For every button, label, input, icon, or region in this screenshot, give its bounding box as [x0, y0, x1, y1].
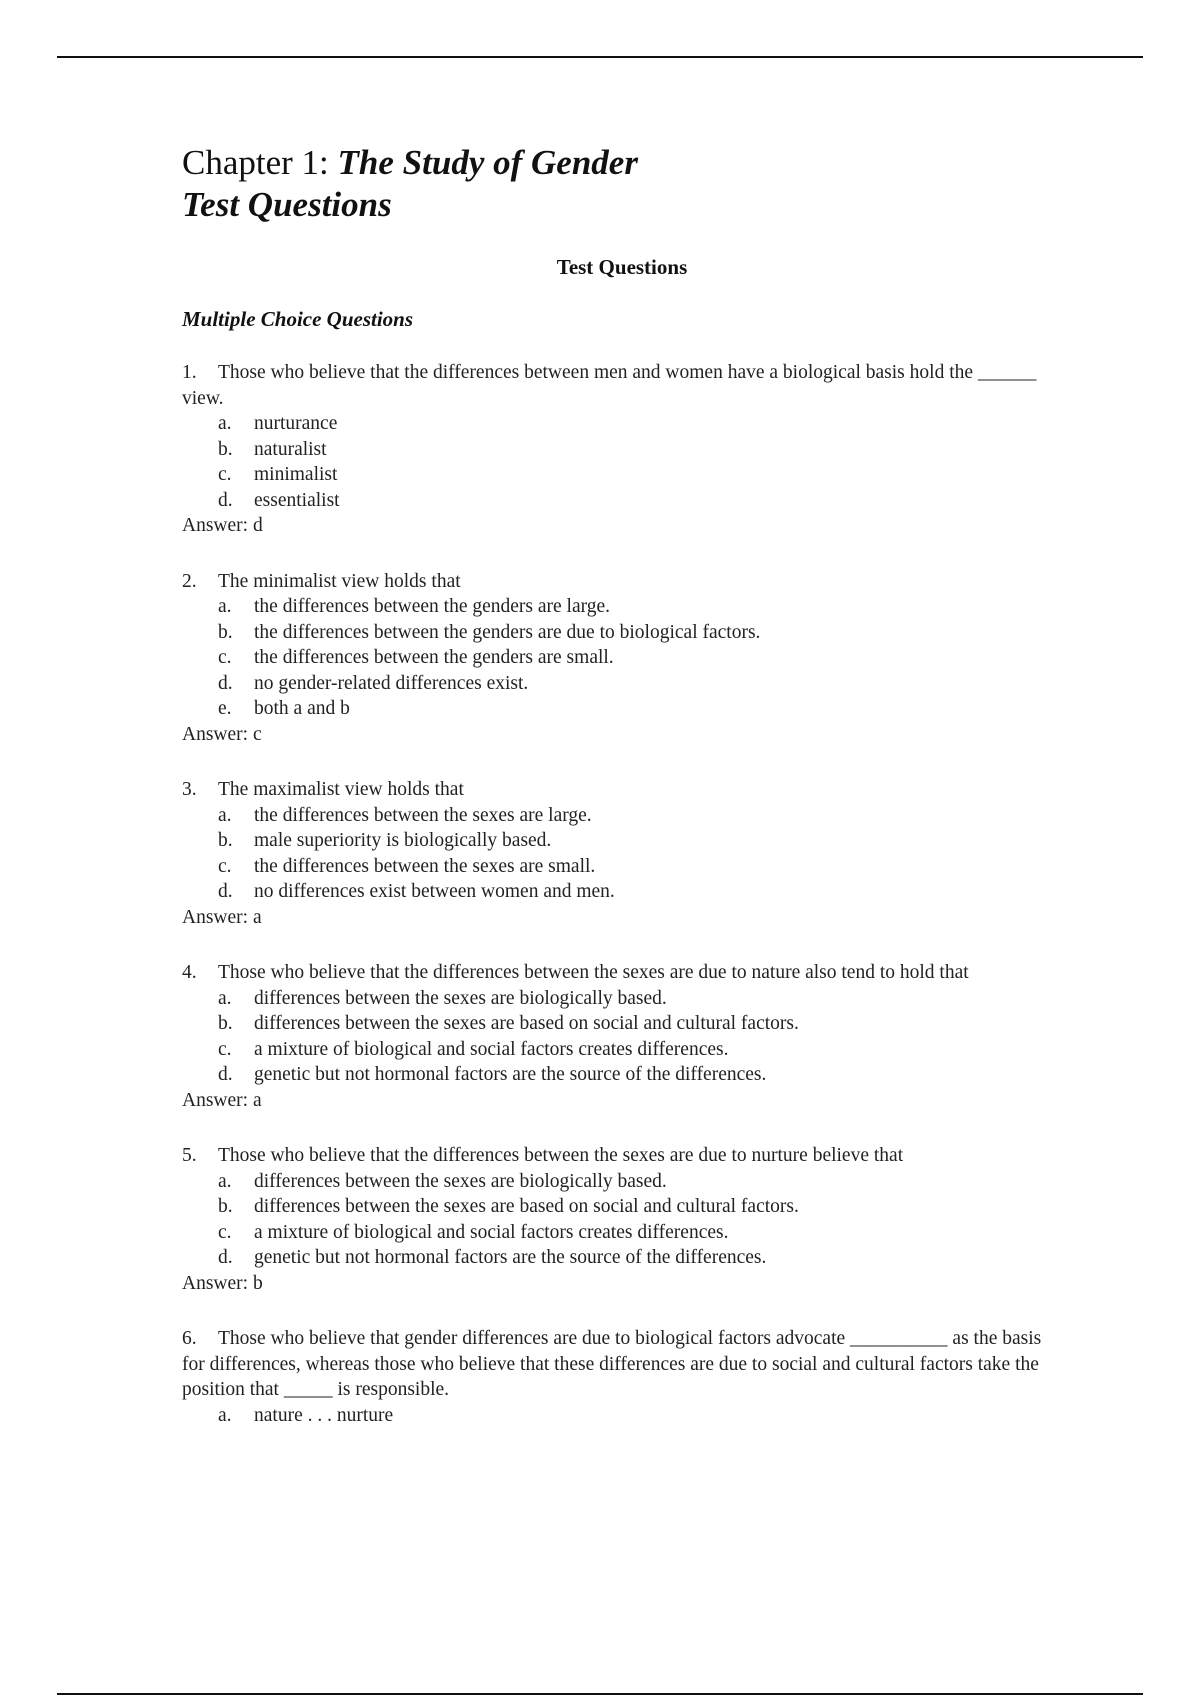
answer-option: [218, 645, 1062, 671]
question-text-line: [182, 1326, 1062, 1403]
question-text: Those who believe that the differences between the sexes are due to nurture believe that: [218, 1145, 904, 1166]
question-item: [182, 960, 1062, 1113]
option-text: minimalist: [254, 464, 338, 485]
answer-option: [218, 437, 1062, 463]
answer-option: [218, 1194, 1062, 1220]
question-item: [182, 1326, 1062, 1428]
option-text: nature . . . nurture: [254, 1404, 394, 1426]
option-letter: a.: [218, 596, 232, 617]
section-heading: Multiple Choice Questions: [182, 307, 414, 331]
option-letter: d.: [218, 672, 233, 694]
answer-option: [218, 854, 1062, 880]
option-text: differences between the sexes are based on social and cultural factors.: [254, 1013, 799, 1034]
question-number: 3.: [182, 779, 197, 800]
answer-key: Answer: a: [182, 1089, 262, 1111]
question-item: [182, 569, 1062, 748]
answer-option: [218, 803, 1062, 829]
question-text-line: [182, 777, 1062, 803]
option-text: naturalist: [254, 438, 327, 460]
option-letter: b.: [218, 621, 233, 643]
answer-option: [218, 620, 1062, 646]
question-text: Those who believe that the differences between the sexes are due to nature also tend to hold that: [218, 962, 969, 983]
chapter-title-emphasis: The Study of Gender: [337, 143, 638, 182]
chapter-title: [182, 142, 1062, 226]
answer-option: [218, 1037, 1062, 1063]
option-text: nurturance: [254, 413, 338, 434]
question-number: 1.: [182, 362, 197, 383]
test-questions-heading: Test Questions: [556, 255, 688, 279]
option-text: a mixture of biological and social factors creates differences.: [254, 1038, 729, 1060]
answer-option: [218, 1220, 1062, 1246]
answer-options: [182, 594, 1062, 722]
option-text: differences between the sexes are based on social and cultural factors.: [254, 1196, 799, 1217]
question-number: 2.: [182, 570, 197, 592]
option-text: genetic but not hormonal factors are the source of the differences.: [254, 1247, 767, 1268]
question-text: The minimalist view holds that: [218, 570, 461, 592]
answer-option: [218, 986, 1062, 1012]
option-text: the differences between the genders are small.: [254, 647, 614, 668]
option-text: the differences between the genders are large.: [254, 596, 611, 617]
answer-option: [218, 671, 1062, 697]
option-text: a mixture of biological and social factors creates differences.: [254, 1221, 729, 1243]
question-text: The maximalist view holds that: [218, 779, 464, 800]
chapter-subtitle: Test Questions: [182, 185, 392, 224]
top-rule: [57, 56, 1143, 58]
answer-options: [182, 1403, 1062, 1429]
answer-options: [182, 803, 1062, 905]
option-letter: c.: [218, 647, 232, 668]
question-text-line: [182, 360, 1062, 411]
answer-options: [182, 411, 1062, 513]
answer-options: [182, 986, 1062, 1088]
question-number: 4.: [182, 962, 197, 983]
answer-option: [218, 1169, 1062, 1195]
answer-option: [218, 1245, 1062, 1271]
answer-option: [218, 1011, 1062, 1037]
option-letter: c.: [218, 464, 232, 485]
answer-option: [218, 462, 1062, 488]
option-text: differences between the sexes are biologically based.: [254, 987, 667, 1009]
question-text-line: [182, 569, 1062, 595]
question-text: Those who believe that the differences between men and women have a biological basis hold the ______ view.: [182, 362, 1037, 409]
option-letter: c.: [218, 1038, 232, 1060]
option-letter: c.: [218, 855, 232, 877]
option-text: both a and b: [254, 698, 350, 719]
option-text: essentialist: [254, 489, 340, 511]
answer-option: [218, 1062, 1062, 1088]
option-text: male superiority is biologically based.: [254, 830, 552, 851]
option-letter: b.: [218, 1013, 233, 1034]
option-letter: d.: [218, 1064, 233, 1085]
answer-option: [218, 828, 1062, 854]
answer-option: [218, 1403, 1062, 1429]
question-text-line: [182, 1143, 1062, 1169]
option-letter: d.: [218, 489, 233, 511]
answer-key: Answer: b: [182, 1272, 263, 1294]
question-item: [182, 360, 1062, 539]
question-text-line: [182, 960, 1062, 986]
option-letter: a.: [218, 804, 232, 826]
option-text: the differences between the genders are due to biological factors.: [254, 621, 761, 643]
answer-key: Answer: d: [182, 515, 263, 536]
question-text: Those who believe that gender differences are due to biological factors advocate __________ as the basis for differences, whereas those who believe that these differences are due to social and cultural factors take the position that _____ is responsible.: [182, 1328, 1042, 1400]
answer-key: Answer: c: [182, 723, 262, 745]
option-text: differences between the sexes are biologically based.: [254, 1170, 667, 1192]
option-letter: e.: [218, 698, 232, 719]
answer-key: Answer: a: [182, 906, 262, 928]
option-text: no differences exist between women and men.: [254, 881, 615, 902]
question-number: 6.: [182, 1328, 197, 1349]
option-letter: b.: [218, 830, 233, 851]
document-body: [182, 142, 1062, 1428]
bottom-rule: [57, 1693, 1143, 1695]
option-letter: a.: [218, 1170, 232, 1192]
option-letter: d.: [218, 881, 233, 902]
chapter-title-prefix: Chapter 1:: [182, 143, 338, 182]
question-list: [182, 360, 1062, 1428]
option-letter: b.: [218, 1196, 233, 1217]
answer-option: [218, 696, 1062, 722]
question-item: [182, 777, 1062, 930]
option-text: genetic but not hormonal factors are the source of the differences.: [254, 1064, 767, 1085]
answer-option: [218, 879, 1062, 905]
answer-option: [218, 594, 1062, 620]
option-letter: a.: [218, 987, 232, 1009]
option-letter: a.: [218, 1404, 232, 1426]
option-letter: a.: [218, 413, 232, 434]
answer-option: [218, 411, 1062, 437]
option-text: no gender-related differences exist.: [254, 672, 529, 694]
question-item: [182, 1143, 1062, 1296]
option-letter: c.: [218, 1221, 232, 1243]
option-letter: b.: [218, 438, 233, 460]
answer-options: [182, 1169, 1062, 1271]
option-letter: d.: [218, 1247, 233, 1268]
option-text: the differences between the sexes are large.: [254, 804, 592, 826]
question-number: 5.: [182, 1145, 197, 1166]
answer-option: [218, 488, 1062, 514]
option-text: the differences between the sexes are small.: [254, 855, 596, 877]
